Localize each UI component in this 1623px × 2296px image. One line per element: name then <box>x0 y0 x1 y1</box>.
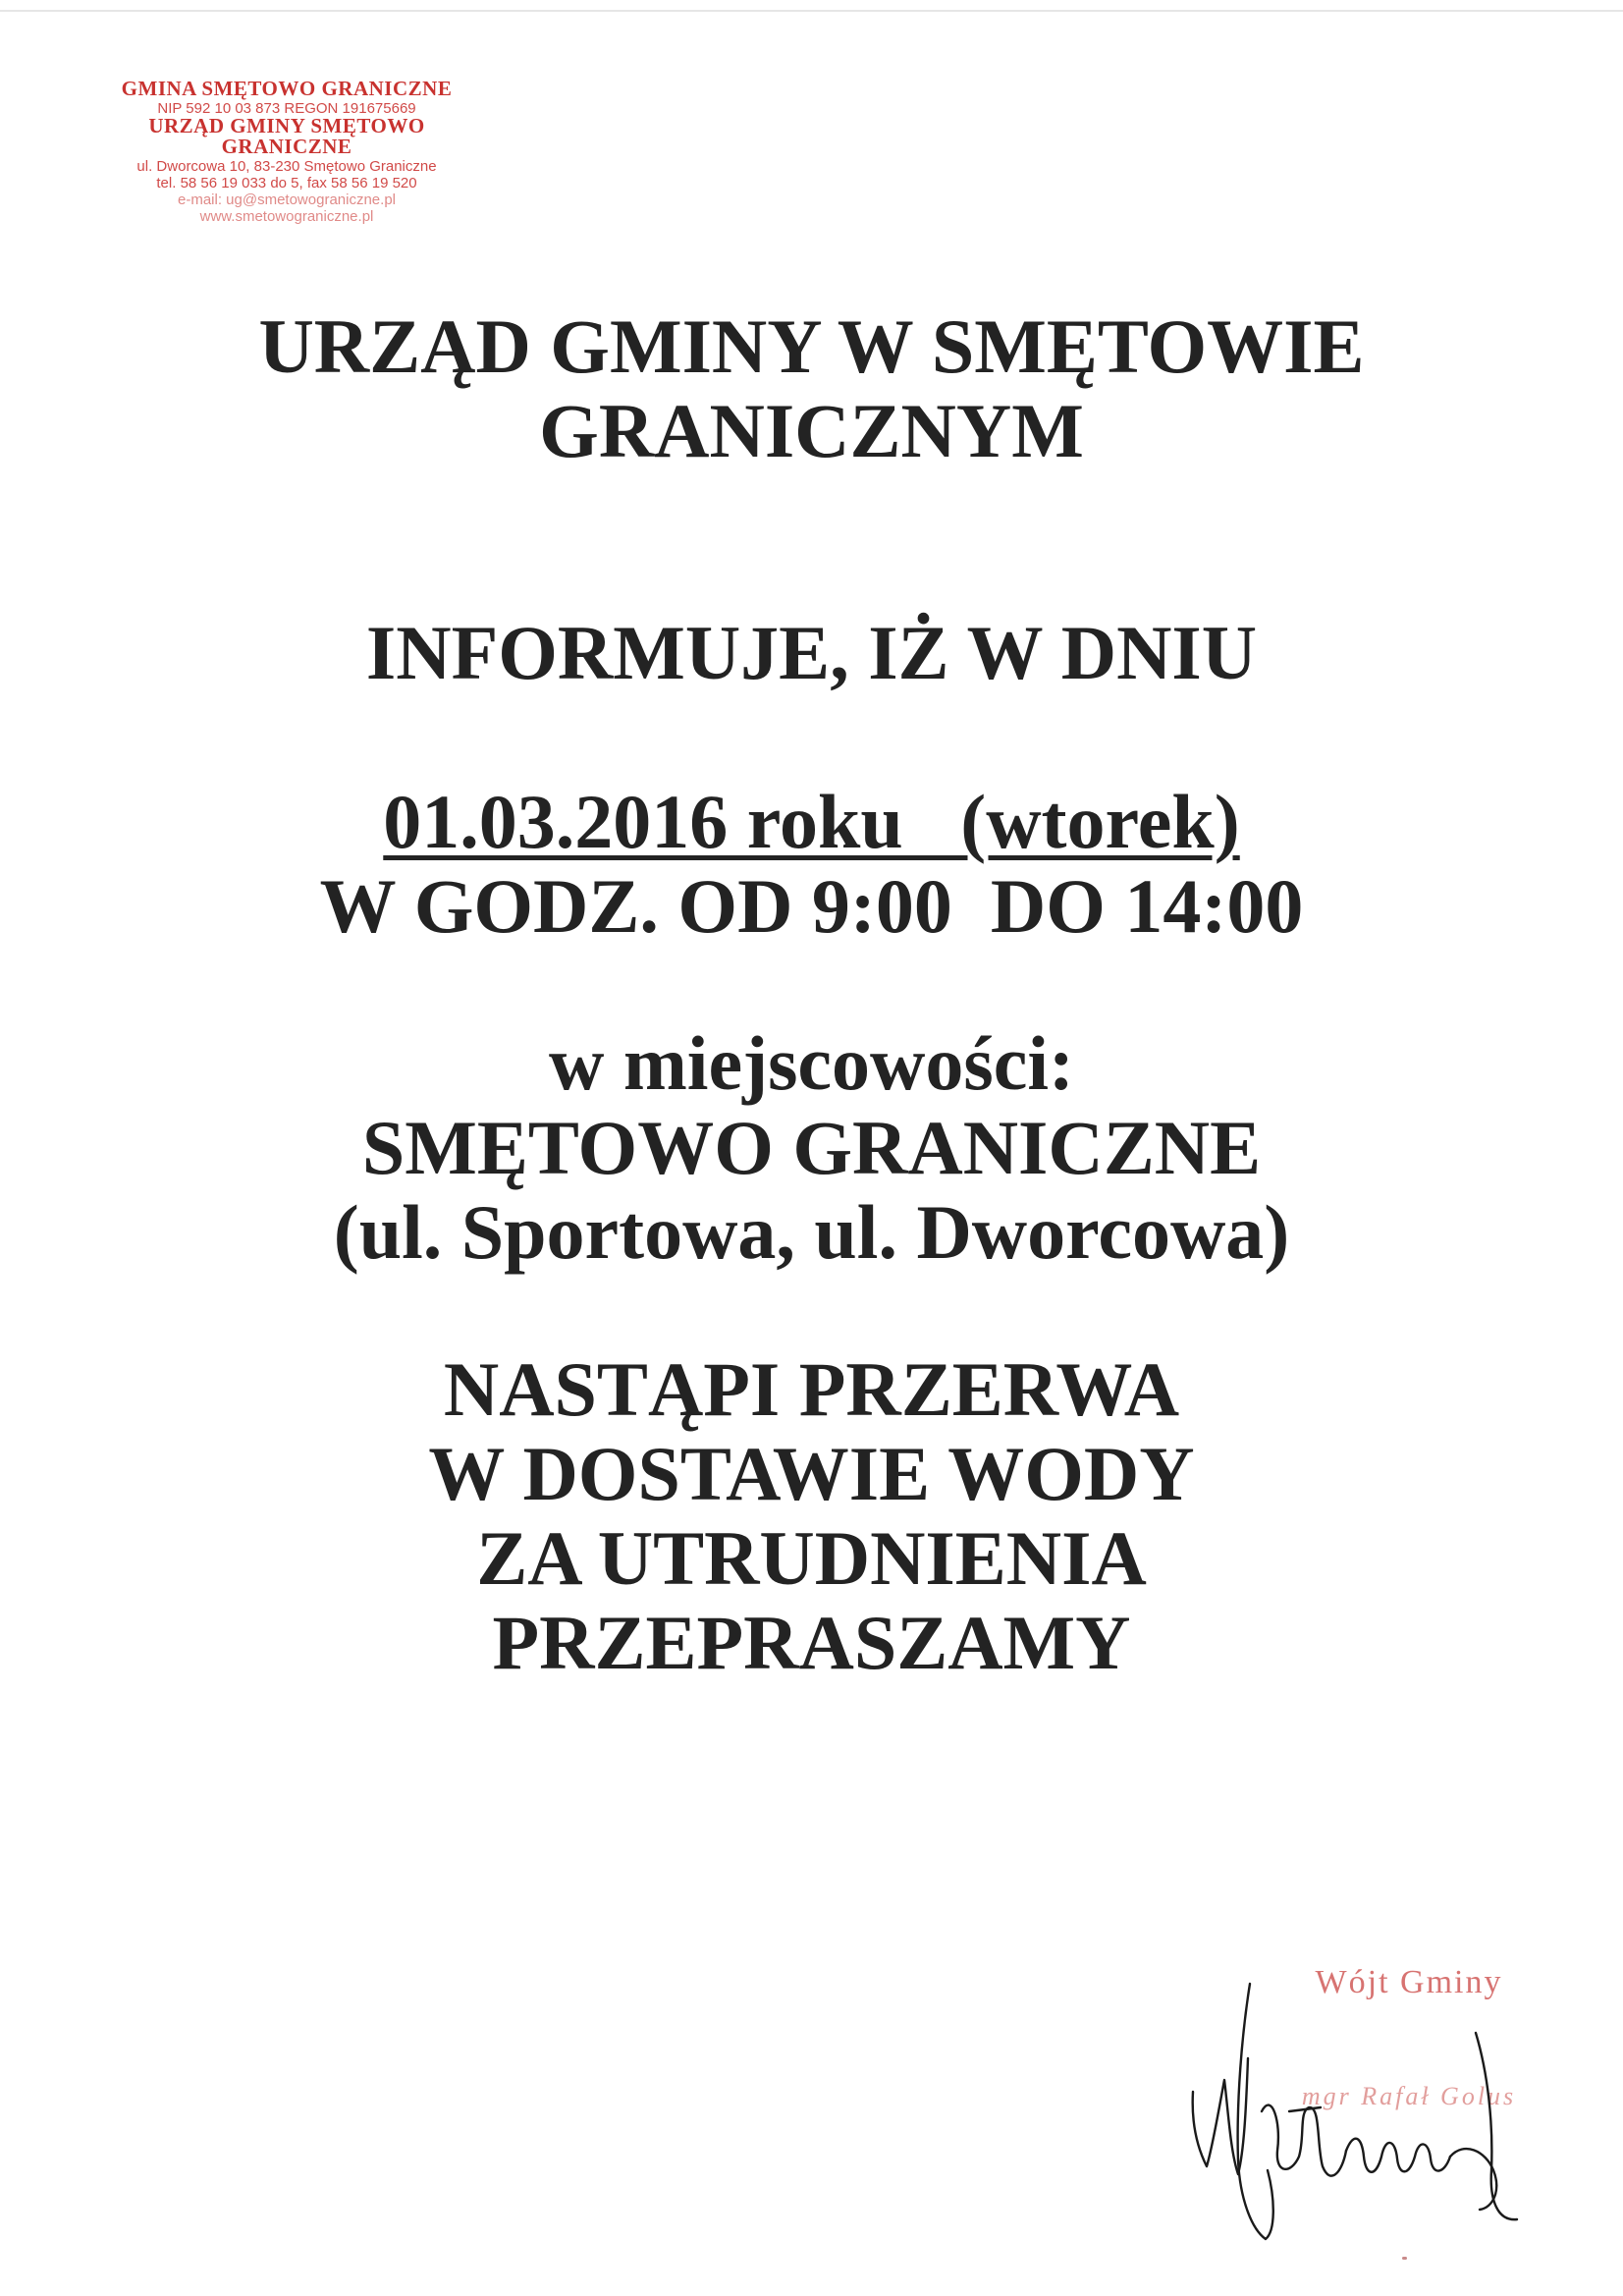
notice-hours: W GODZ. OD 9:00 DO 14:00 <box>319 863 1304 949</box>
notice-title-line2: GRANICZNYM <box>539 388 1084 473</box>
handwritten-signature <box>1173 1964 1546 2259</box>
stamp-nip-regon: NIP 592 10 03 873 REGON 191675669 <box>157 100 416 117</box>
notice-body <box>0 304 1623 1685</box>
signature-stamp-name: mgr Rafał Golus <box>1301 2082 1517 2110</box>
stamp-phone: tel. 58 56 19 033 do 5, fax 58 56 19 520 <box>156 175 417 191</box>
notice-message-line4: PRZEPRASZAMY <box>492 1600 1131 1685</box>
notice-informs: INFORMUJE, IŻ W DNIU <box>365 610 1258 695</box>
notice-message-line1: NASTĄPI PRZERWA <box>443 1346 1180 1432</box>
notice-location: SMĘTOWO GRANICZNE <box>361 1105 1262 1190</box>
notice-message-line3: ZA UTRUDNIENIA <box>476 1515 1147 1601</box>
stamp-municipality: GMINA SMĘTOWO GRANICZNE <box>121 77 453 100</box>
office-stamp <box>110 79 463 224</box>
scan-edge <box>0 10 1623 12</box>
notice-streets: (ul. Sportowa, ul. Dworcowa) <box>333 1189 1290 1275</box>
stamp-email: e-mail: ug@smetowograniczne.pl <box>178 191 396 208</box>
notice-message-line2: W DOSTAWIE WODY <box>428 1431 1195 1516</box>
scan-speck <box>1402 2257 1407 2260</box>
stamp-office-name: URZĄD GMINY SMĘTOWO GRANICZNE <box>148 114 425 158</box>
notice-title-line1: URZĄD GMINY W SMĘTOWIE <box>258 303 1365 389</box>
notice-date: 01.03.2016 roku (wtorek) <box>383 779 1240 864</box>
stamp-website: www.smetowograniczne.pl <box>199 208 374 225</box>
notice-location-label: w miejscowości: <box>549 1020 1074 1106</box>
signature-stamp-title: Wójt Gminy <box>1315 1964 1503 2000</box>
stamp-address: ul. Dworcowa 10, 83-230 Smętowo Graniczne <box>136 158 437 175</box>
